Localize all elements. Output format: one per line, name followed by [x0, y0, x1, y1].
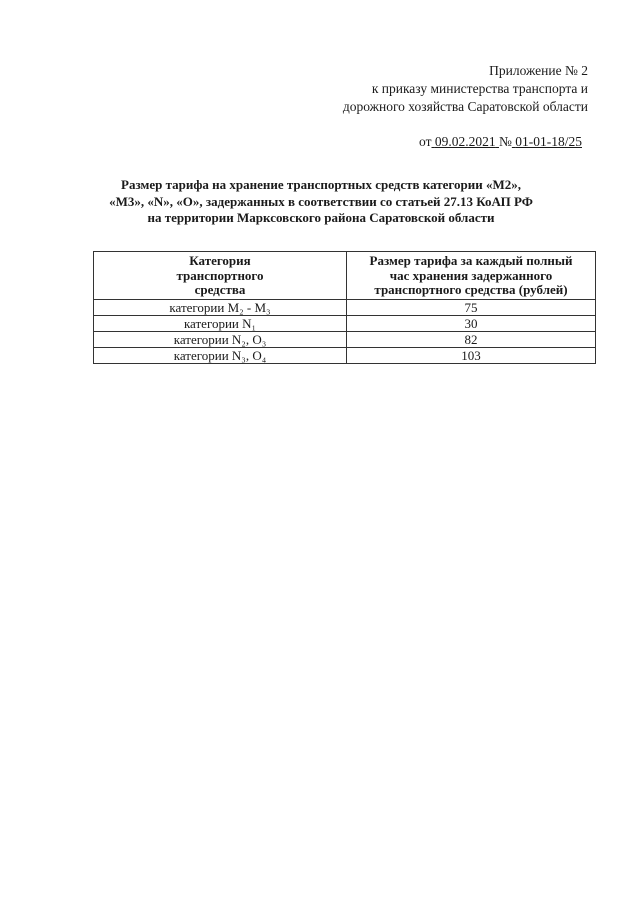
header-category: Категория транспортного средства	[94, 252, 347, 300]
title-line-3: на территории Марксовского района Саратовской области	[147, 210, 495, 225]
order-prefix: от	[419, 134, 432, 149]
title-line-2: «М3», «N», «О», задержанных в соответствии со статьей 27.13 КоАП РФ	[109, 193, 533, 209]
appendix-ministry: дорожного хозяйства Саратовской области	[342, 99, 588, 114]
table-header-row	[94, 252, 596, 300]
order-number: 01-01-18/25	[515, 134, 582, 149]
table-row	[94, 315, 596, 331]
row-tariff: 82	[347, 331, 596, 347]
tariff-table	[93, 251, 596, 364]
appendix-number: Приложение № 2	[489, 63, 588, 78]
document-title	[90, 177, 552, 227]
row-tariff: 75	[347, 299, 596, 315]
header-tariff: Размер тарифа за каждый полный час хранения задержанного транспортного средства (рублей)	[347, 252, 596, 300]
row-category: категории N₃, O₄	[94, 347, 347, 363]
table-row	[94, 347, 596, 363]
appendix-order-ref: к приказу министерства транспорта и	[371, 81, 588, 96]
title-line-1: Размер тарифа на хранение транспортных средств категории «М2»,	[121, 177, 521, 192]
table-row	[94, 299, 596, 315]
row-tariff: 30	[347, 315, 596, 331]
row-category: категории M₂ - M₃	[94, 299, 347, 315]
row-category: категории N₂, O₃	[94, 331, 347, 347]
appendix-block	[343, 62, 588, 116]
order-date-number	[419, 134, 582, 150]
row-category: категории N₁	[94, 315, 347, 331]
table-row	[94, 331, 596, 347]
order-date: 09.02.2021	[434, 134, 496, 149]
order-number-sign: №	[498, 134, 512, 149]
row-tariff: 103	[347, 347, 596, 363]
